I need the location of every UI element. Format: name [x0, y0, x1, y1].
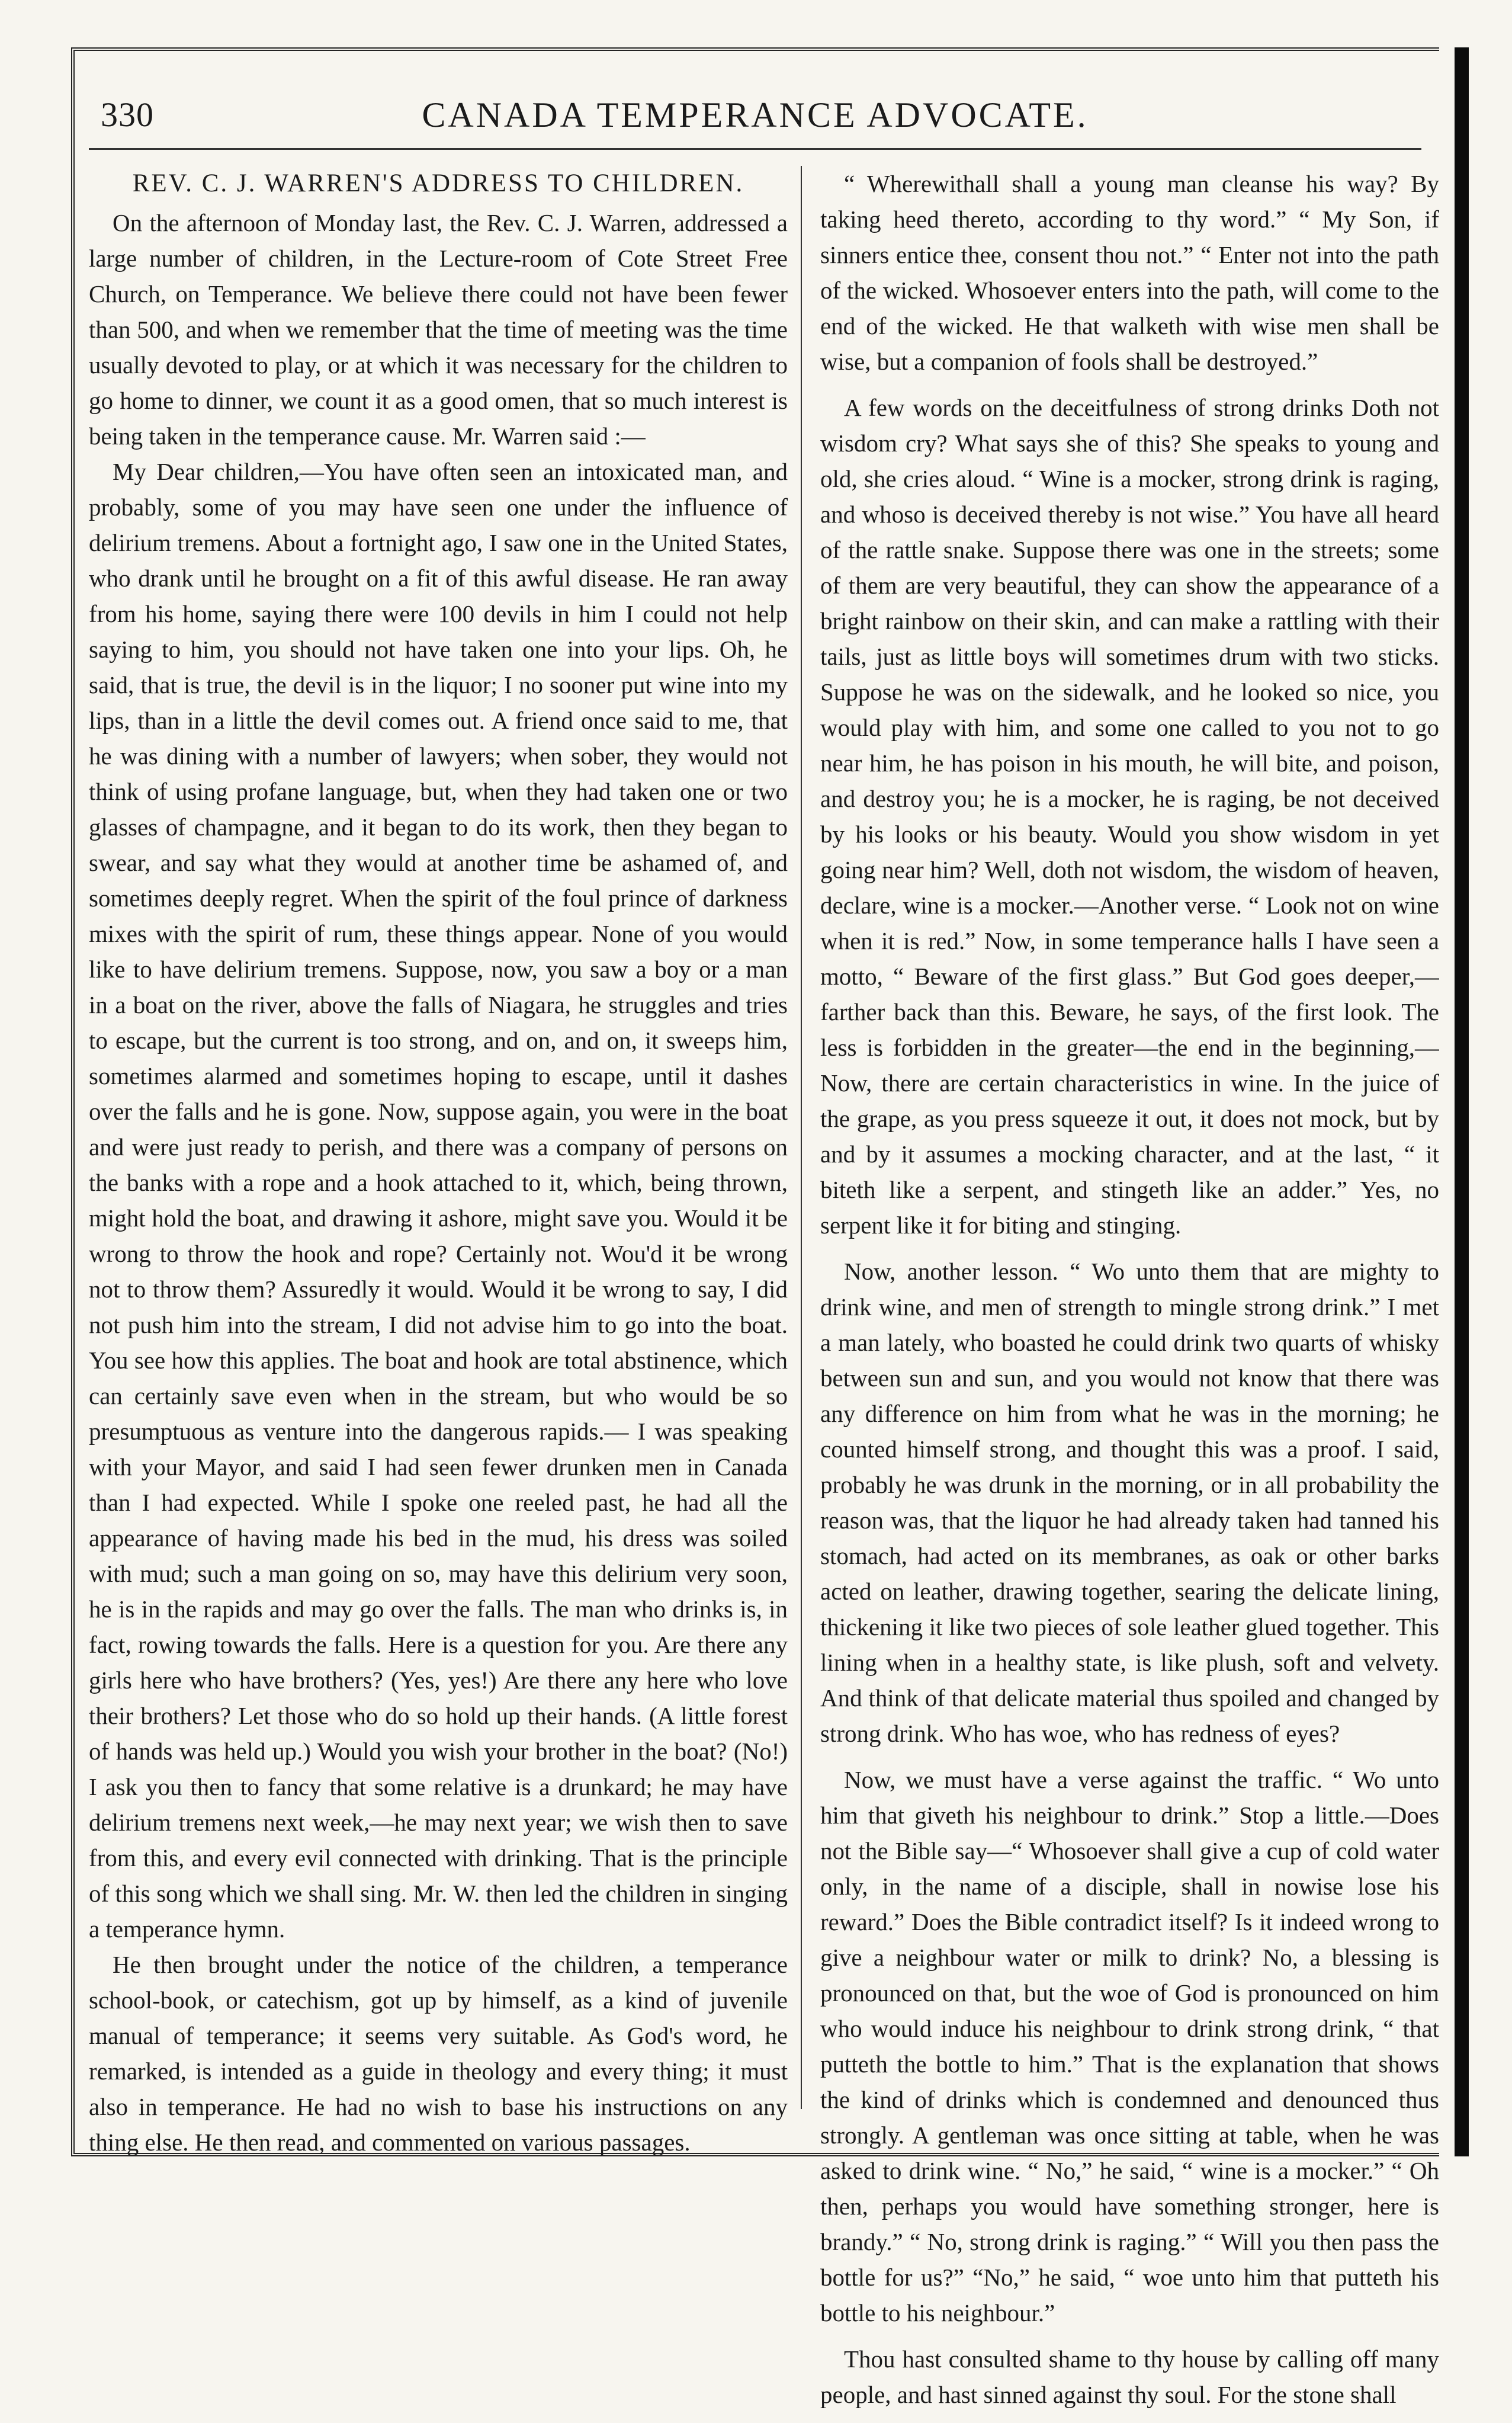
- article-title: REV. C. J. WARREN'S ADDRESS TO CHILDREN.: [132, 169, 744, 197]
- column-divider: [801, 166, 802, 2109]
- running-title: CANADA TEMPERANCE ADVOCATE.: [422, 95, 1089, 134]
- newspaper-page: [71, 47, 1439, 2408]
- article-paragraph: Now, another lesson. “ Wo unto them that are mighty to drink wine, and men of strength to mingle strong drink.” I met a man lately, who boasted he could drink two quarts of whisky between sun and sun, and you would not know that there was any difference on him from what he was in the morning; he counted himself strong, and thought this was a proof. I said, probably he was drunk in the morning, or in all probability the reason was, that the liquor he had already taken had tanned his stomach, had acted on its membranes, as oak or other barks acted on leather, drawing together, searing the delicate lining, thickening it like two pieces of sole leather glued together. This lining when in a healthy state, is like plush, soft and velvety. And think of that delicate material thus spoiled and changed by strong drink. Who has woe, who has redness of eyes?: [820, 1258, 1439, 1747]
- binding-edge: [1455, 47, 1469, 2156]
- right-column: [820, 166, 1439, 2423]
- article-paragraph: Now, we must have a verse against the traffic. “ Wo unto him that giveth his neighbour to drink.” Stop a little.—Does not the Bible say—“ Whosoever shall give a cup of cold water only, in the name of a disciple, shall in nowise lose his reward.” Does the Bible contradict itself? Is it indeed wrong to give a neighbour water or milk to drink? No, a blessing is pronounced on that, but the woe of God is pronounced on him who would induce his neighbour to drink strong drink, “ that putteth the bottle to him.” That is the explanation that shows the kind of drinks which is condemned and denounced thus strongly. A gentleman was once sitting at table, when he was asked to drink wine. “ No,” he said, “ wine is a mocker.” “ Oh then, perhaps you would have something stronger, here is brandy.” “ No, strong drink is raging.” “ Will you then pass the bottle for us?” “No,” he said, “ woe unto him that putteth his bottle to his neighbour.”: [820, 1766, 1439, 2326]
- article-paragraph: My Dear children,—You have often seen an intoxicated man, and probably, some of you may have seen one under the influence of delirium tremens. About a fortnight ago, I saw one in the United States, who drank until he brought on a fit of this awful disease. He ran away from his home, saying there were 100 devils in him I could not help saying to him, you should not have taken one into your lips. Oh, he said, that is true, the devil is in the liquor; I no sooner put wine into my lips, than in a little the devil comes out. A friend once said to me, that he was dining with a number of lawyers; when sober, they would not think of using profane language, but, when they had taken one or two glasses of champagne, and it began to do its work, then they began to swear, and say what they would at another time be ashamed of, and sometimes deeply regret. When the spirit of the foul prince of darkness mixes with the spirit of rum, these things appear. None of you would like to have delirium tremens. Suppose, now, you saw a boy or a man in a boat on the river, above the falls of Niagara, he struggles and tries to escape, but the current is too strong, and on, and on, it sweeps him, sometimes alarmed and sometimes hoping to escape, until it dashes over the falls and he is gone. Now, suppose again, you were in the boat and were just ready to perish, and there was a company of persons on the banks with a rope and a hook attached to it, which, being thrown, might hold the boat, and drawing it ashore, might save you. Would it be wrong to throw the hook and rope? Certainly not. Wou'd it be wrong not to throw them? Assuredly it would. Would it be wrong to say, I did not push him into the stream, I did not advise him to go into the boat. You see how this applies. The boat and hook are total abstinence, which can certainly save even when in the stream, but who would be so presumptuous as venture into the dangerous rapids.— I was speaking with your Mayor, and said I had seen fewer drunken men in Canada than I had expected. While I spoke one reeled past, he had all the appearance of having made his bed in the mud, his dress was soiled with mud; such a man going on so, may have this delirium very soon, he is in the rapids and may go over the falls. The man who drinks is, in fact, rowing towards the falls. Here is a question for you. Are there any girls here who have brothers? (Yes, yes!) Are there any here who love their brothers? Let those who do so hold up their hands. (A little forest of hands was held up.) Would you wish your brother in the boat? (No!) I ask you then to fancy that some relative is a drunkard; he may have delirium tremens next week,—he may next year; we wish then to save from this, and every evil connected with drinking. That is the principle of this song which we shall sing. Mr. W. then led the children in singing a temperance hymn.: [89, 458, 788, 1943]
- left-column: [89, 166, 788, 2160]
- article-paragraph: A few words on the deceitfulness of strong drinks Doth not wisdom cry? What says she of this? She speaks to young and old, she cries aloud. “ Wine is a mocker, strong drink is raging, and whoso is deceived thereby is not wise.” You have all heard of the rattle snake. Suppose there was one in the streets; some of them are very beautiful, they can show the appearance of a bright rainbow on their skin, and can make a rattling with their tails, just as little boys will sometimes drum with two sticks. Suppose he was on the sidewalk, and he looked so nice, you would play with him, and some one called to you not to go near him, he has poison in his mouth, he will bite, and poison, and destroy you; he is a mocker, he is raging, be not deceived by his looks or his beauty. Would you show wisdom in yet going near him? Well, doth not wisdom, the wisdom of heaven, declare, wine is a mocker.—Another verse. “ Look not on wine when it is red.” Now, in some temperance halls I have seen a motto, “ Beware of the first glass.” But God goes deeper,—farther back than this. Beware, he says, of the first look. The less is forbidden in the greater—the end in the beginning,—Now, there are certain characteristics in wine. In the juice of the grape, as you press squeeze it out, it does not mock, but by and by it assumes a mocking character, and at the last, “ it biteth like a serpent, and stingeth like an adder.” Yes, no serpent like it for biting and stinging.: [820, 394, 1439, 1239]
- page-number: 330: [101, 95, 154, 134]
- article-paragraph: He then brought under the notice of the children, a temperance school-book, or catechism, got up by himself, as a kind of juvenile manual of temperance; it seems very suitable. As God's word, he remarked, is intended as a guide in theology and every thing; it must also in temperance. He had no wish to base his instructions on any thing else. He then read, and commented on various passages.: [89, 1951, 788, 2156]
- article-paragraph: “ Wherewithall shall a young man cleanse his way? By taking heed thereto, according to thy word.” “ My Son, if sinners entice thee, consent thou not.” “ Enter not into the path of the wicked. Whosoever enters into the path, will come to the end of the wicked. He that walketh with wise men shall be wise, but a companion of fools shall be destroyed.”: [820, 170, 1439, 375]
- article-paragraph: On the afternoon of Monday last, the Rev. C. J. Warren, addressed a large number of children, in the Lecture-room of Cote Street Free Church, on Temperance. We believe there could not have been fewer than 500, and when we remember that the time of meeting was the time usually devoted to play, or at which it was necessary for the children to go home to dinner, we count it as a good omen, that so much interest is being taken in the temperance cause. Mr. Warren said :—: [89, 209, 788, 450]
- article-paragraph: Thou hast consulted shame to thy house by calling off many people, and hast sinned against thy soul. For the stone shall: [820, 2345, 1439, 2408]
- page-header: [89, 77, 1421, 150]
